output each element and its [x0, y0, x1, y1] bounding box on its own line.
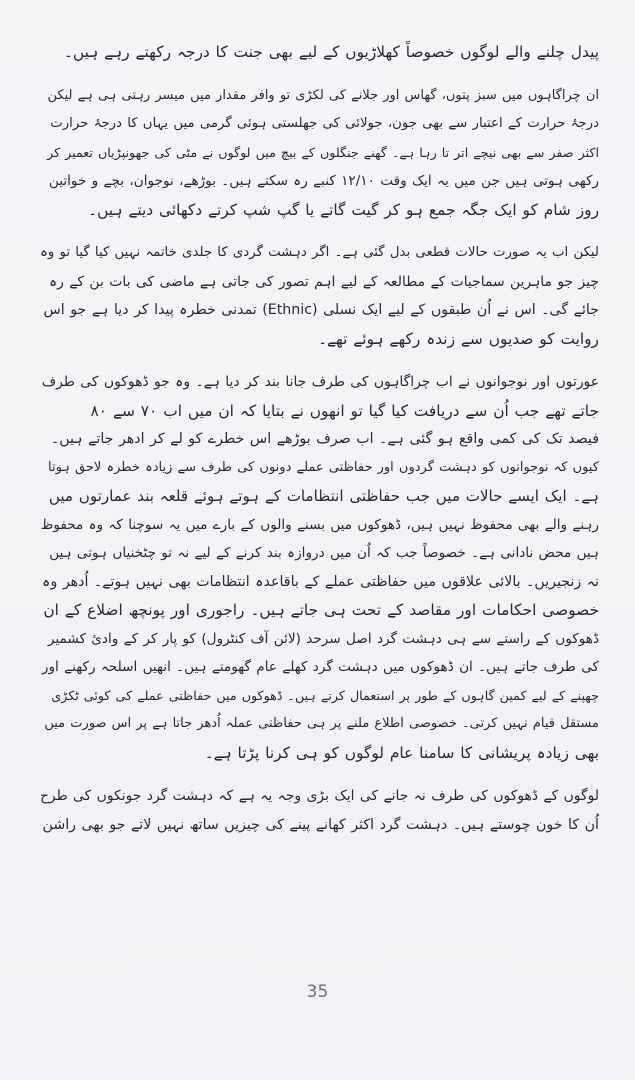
paragraph-3	[40, 239, 599, 353]
text-line: لوگوں کے ڈھوکوں کی طرف نہ جانے کی ایک بڑی وجہ یہ ہے کہ دہشت گرد جونکوں کی طرح	[40, 788, 599, 804]
text-line: ہیں محض نادانی ہے۔ خصوصاً جب کہ اُن میں دروازہ بند کرنے کے لیے نہ تو چٹخنیاں ہوتی ہیں	[49, 545, 599, 561]
text-line: خصوصی احکامات اور مقاصد کے تحت ہی جاتے ہیں۔ راجوری اور پونچھ اضلاع کے ان	[43, 601, 599, 619]
text-line: ہے۔ ایک ایسے حالات میں جب حفاظتی انتظامات کے ہوتے ہوئے قلعہ بند عمارتوں میں	[48, 487, 599, 505]
text-line: اُن کا خون چوستے ہیں۔ دہشت گرد اکثر کھانے پینے کی چیزیں ساتھ نہیں لاتے جو بھی راشن	[42, 816, 599, 833]
paragraph-4	[40, 368, 599, 767]
text-line: روز شام کو ایک جگہ جمع ہو کر گیت گاتے یا گپ شپ کرتے دکھائی دیتے ہیں۔	[88, 200, 599, 219]
text-line: نہ زنجیریں۔ بالائی علاقوں میں حفاظتی عملے کے باقاعدہ انتظامات بھی نہیں ہوتے۔ اُدھر وہ	[42, 573, 599, 590]
text-line: عورتوں اور نوجوانوں نے اب چراگاہوں کی طرف جانا بند کر دیا ہے۔ وہ جو ڈھوکوں کی طرف	[41, 374, 599, 390]
text-line: کی طرف جاتے ہیں۔ ان ڈھوکوں میں دہشت گرد کھلے عام گھومتے ہیں۔ انھیں اسلحہ رکھنے اور	[41, 659, 599, 675]
text-line: فیصد تک کی کمی واقع ہو گئی ہے۔ اب صرف بوڑھے اس خطرے کو لے کر ادھر جاتے ہیں۔	[50, 431, 599, 447]
text-line: کیوں کہ نوجوانوں کو دہشت گردوں اور حفاظتی عملے دونوں کی طرف سے زیادہ خطرہ لاحق ہوتا	[48, 459, 599, 475]
text-line: مستقل قیام نہیں کرتی۔ خصوصی اطلاع ملنے پر ہی حفاظتی عملہ اُدھر جاتا ہے پر اس صورت میں	[44, 716, 599, 731]
paragraph-2	[40, 82, 599, 225]
text-line: رہنے والے بھی محفوظ نہیں ہیں، ڈھوکوں میں بسنے والوں کے بارے میں یہ سوچنا کہ وہ محفوظ	[40, 516, 599, 533]
text-line: روایت کو صدیوں سے زندہ رکھے ہوئے تھے۔	[317, 329, 599, 348]
paragraph-1	[40, 38, 599, 67]
text-line: درجۂ حرارت کے اعتبار سے بھی جون، جولائی کی جھلستی ہوئی گرمی میں یہاں کا درجۂ حرارت	[50, 116, 599, 131]
text-line: جاتے تھے جب اُن سے دریافت کیا گیا تو انھوں نے بتایا کہ ان میں اب ۷۰ سے ۸۰	[90, 401, 599, 420]
text-line: بھی زیادہ پریشانی کا سامنا عام لوگوں کو ہی کرنا پڑتا ہے۔	[204, 743, 599, 762]
body-text	[40, 38, 599, 839]
text-line: لیکن اب یہ صورت حالات قطعی بدل گئی ہے۔ اگر دہشت گردی کا جلدی خاتمہ نہیں کیا گیا تو وہ	[40, 245, 599, 260]
text-line: ڈھوکوں کے راستے سے ہی دہشت گرد اصل سرحد (لائن آف کنٹرول) کو پار کر کے وادیٔ کشمیر	[47, 630, 599, 647]
text-line: رکھی ہوتی ہیں جن میں یہ ایک وقت ۱۲/۱۰ کنبے رہ سکتے ہیں۔ بوڑھے، نوجوان، بچے و خواتین	[48, 173, 599, 189]
paragraph-5	[40, 782, 599, 839]
text-line: جائے گی۔ اس نے اُن طبقوں کے لیے ایک نسلی (Ethnic) تمدنی خطرہ پیدا کر دیا ہے جو اس	[43, 302, 599, 318]
text-line: چھپنے کے لیے کمین گاہوں کے طور پر استعمال کرتے ہیں۔ ڈھوکوں میں حفاظتی عملے کی کوئی ٹکڑی	[51, 687, 599, 703]
text-line: اکثر صفر سے بھی نیچے اتر تا رہا ہے۔ گھنے جنگلوں کے بیچ میں لوگوں نے مٹی کی جھونپڑیاں تعمیر کر	[47, 144, 599, 160]
page-number: 35	[306, 982, 329, 1002]
text-line: پیدل چلنے والے لوگوں خصوصاً کھلاڑیوں کے لیے بھی جنت کا درجہ رکھتے رہے ہیں۔	[63, 43, 599, 61]
text-line: چیز جو ماہرین سماجیات کے مطالعہ کے لیے اہم تصور کی جاتی ہے ماضی کی بات بن کے رہ	[48, 273, 599, 290]
text-line: ان چراگاہوں میں سبز پتوں، گھاس اور جلانے کی لکڑی تو وافر مقدار میں میسر رہتی ہی ہے لیکن	[47, 87, 599, 103]
